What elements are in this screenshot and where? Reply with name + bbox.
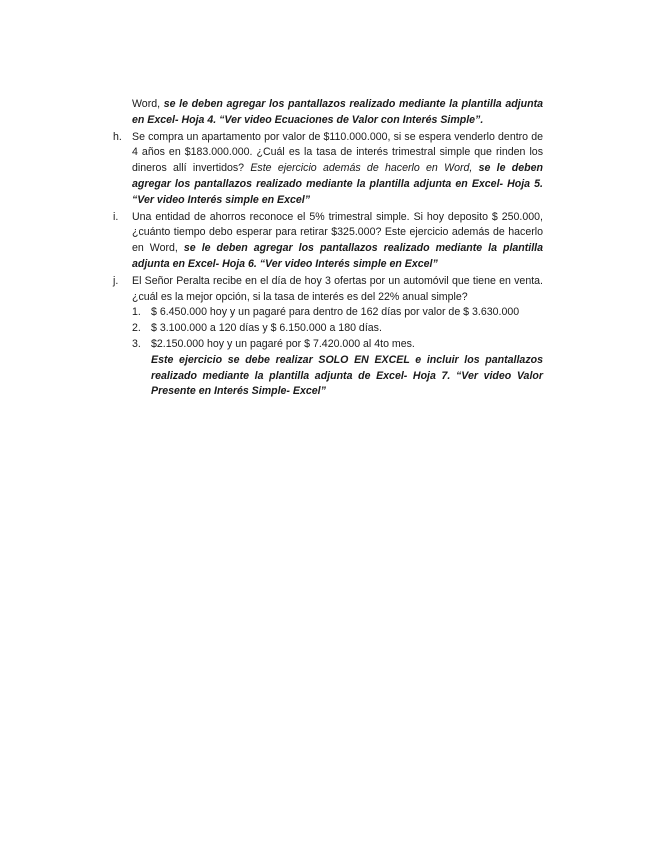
option-2 [132,321,543,337]
option-2-text: $ 3.100.000 a 120 días y $ 6.150.000 a 180 días. [151,322,382,335]
item-h-note: Este ejercicio además de hacerlo en Word, [250,162,479,175]
item-i [113,210,543,273]
option-3-number: 3. [132,337,141,350]
option-1-text: $ 6.450.000 hoy y un pagaré para dentro de 162 días por valor de $ 3.630.000 [151,306,520,319]
item-h [113,130,543,209]
item-h-text: Se compra un apartamento por valor de $110.000.000, si se espera venderlo dentro de 4 años en $183.000.000. ¿Cuál es la tasa de interés trimestral simple que rinden los dineros allí invertidos? [132,130,543,175]
item-j-text: El Señor Peralta recibe en el día de hoy 3 ofertas por un automóvil que tiene en venta. ¿cuál es la mejor opción, si la tasa de interés es del 22% anual simple? [132,274,543,303]
option-1 [132,305,543,321]
item-j [113,274,543,400]
item-i-instruction: se le deben agregar los pantallazos realizado mediante la plantilla adjunta en Excel- Hoja 6. “Ver video Interés simple en Excel” [132,242,544,270]
option-3 [132,337,543,353]
item-i-text: Una entidad de ahorros reconoce el 5% trimestral simple. Si hoy deposito $ 250.000, ¿cuánto tiempo debo esperar para retirar $325.000? Este ejercicio además de hacerlo en Word, [132,210,543,255]
item-i-marker: i. [113,210,119,223]
option-3-text: $2.150.000 hoy y un pagaré por $ 7.420.000 al 4to mes. [151,337,415,350]
item-j-instruction: Este ejercicio se debe realizar SOLO EN EXCEL e incluir los pantallazos realizado mediante la plantilla adjunta de Excel- Hoja 7. “Ver video Valor Presente en Interés Simple- Excel” [151,353,543,398]
item-j-marker: j. [113,274,119,287]
intro-instruction: se le deben agregar los pantallazos realizado mediante la plantilla adjunta en Excel- Hoja 4. “Ver video Ecuaciones de Valor con Interés Simple”. [132,98,543,126]
option-2-number: 2. [132,322,141,335]
document-body [113,97,543,401]
intro-paragraph [113,97,543,129]
item-h-instruction: se le deben agregar los pantallazos realizado mediante la plantilla adjunta en Excel- Hoja 5. “Ver video Interés simple en Excel” [132,162,543,206]
option-1-number: 1. [132,306,141,319]
intro-text: Word, [132,98,164,110]
item-h-marker: h. [113,130,122,143]
